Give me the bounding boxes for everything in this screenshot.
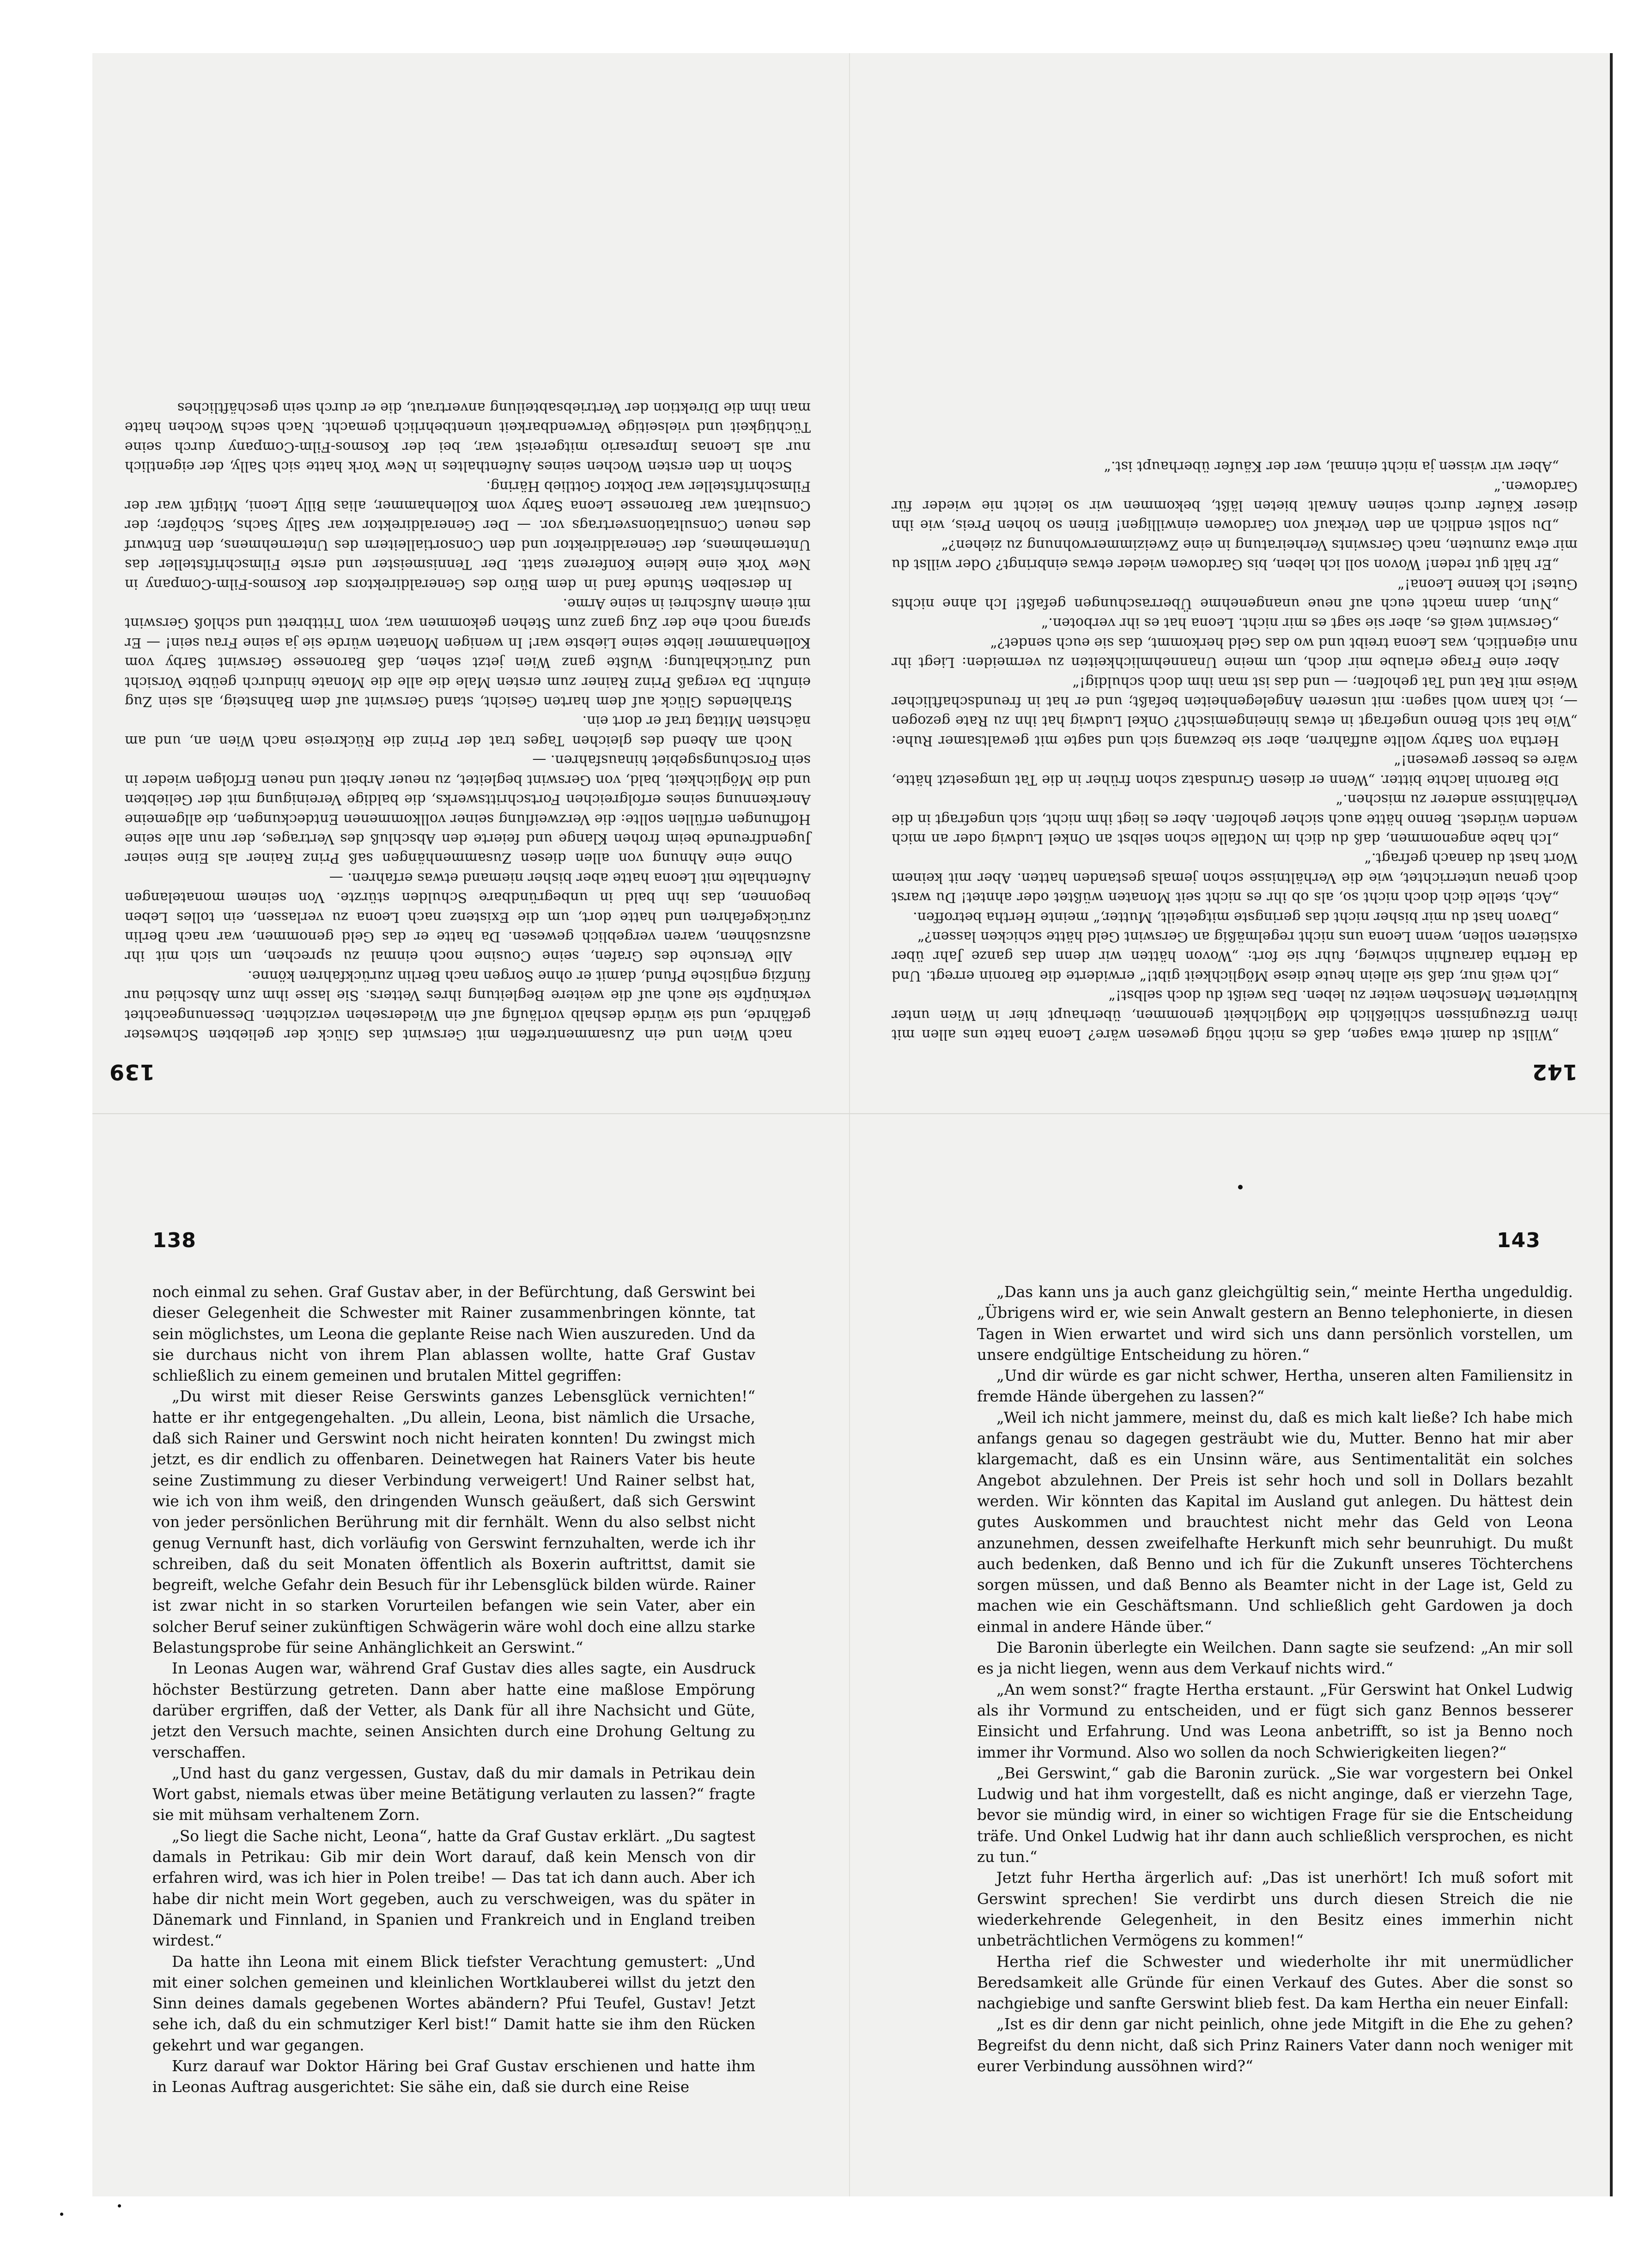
- paragraph: „Du sollst endlich an den Verkauf von Gardowen einwilligen! Einen so hohen Preis, wie ihn dieser Käufer durch seinen Anwalt bieten läßt, bekommen wir so leicht nie wieder für Gardowen.“: [892, 478, 1578, 534]
- paragraph: In Leonas Augen war, während Graf Gustav dies alles sagte, ein Ausdruck höchster Bestürzung getreten. Dann aber hatte eine maßlose Empörung darüber ergriffen, daß der Vetter, als Dank für all ihre Nachsicht und Güte, jetzt den Versuch machte, seinen Ansichten durch eine Drohung Geltung zu verschaffen.: [152, 1660, 755, 1761]
- paragraph: „Und hast du ganz vergessen, Gustav, daß du mir damals in Petrikau dein Wort gabst, niemals etwas über meine Betätigung verlauten zu lassen?“ fragte sie mit mühsam verhaltenem Zorn.: [152, 1764, 755, 1824]
- upper-right-column: [125, 398, 811, 1044]
- paragraph: nach Wien und ein Zusammentreffen mit Gerswint das Glück der geliebten Schwester gefährde, und sie würde deshalb vorläufig auf ein Wiedersehen verzichten. Dessenungeachtet verknüpfte sie auch auf die weitere Begleitung ihres Vetters. Sie lasse ihm zum Abschied nur fünfzig englische Pfund, damit er ohne Sorgen nach Berlin zurückfahren könne.: [125, 967, 811, 1043]
- corner-dot-mark: [118, 2204, 121, 2207]
- paragraph: „Davon hast du mir bisher nicht das geringste mitgeteilt, Mutter,“ meinte Hertha betroffen.: [913, 909, 1559, 925]
- paragraph: „Nun, dann macht euch auf neue unangenehme Überraschungen gefaßt! Ich ahne nichts Gutes! Ich kenne Leona!“: [892, 576, 1578, 612]
- paragraph: Da hatte ihn Leona mit einem Blick tiefster Verachtung gemustert: „Und mit einer solchen gemeinen und kleinlichen Wortklauberei willst du jetzt den Sinn deines damals gegebenen Wortes abändern? Pfui Teufel, Gustav! Jetzt sehe ich, daß du ein schmutziger Kerl bist!“ Damit hatte sie ihm den Rücken gekehrt und war gegangen.: [152, 1953, 755, 2054]
- paragraph: „Aber wir wissen ja nicht einmal, wer der Käufer überhaupt ist.“: [1104, 458, 1559, 475]
- paragraph: „Willst du damit etwa sagen, daß es nicht nötig gewesen wäre? Leona hatte uns allen mit ihren Erzeugnissen schließlich die Möglichkeit genommen, überhaupt hier in Wien unter kultivierten Menschen weiter zu leben. Das weißt du doch selbst!“: [892, 987, 1578, 1043]
- upper-right-page-number: 139: [109, 1060, 155, 1085]
- paragraph: Jetzt fuhr Hertha ärgerlich auf: „Das ist unerhört! Ich muß sofort mit Gerswint sprechen! Sie verdirbt uns durch diesen Streich die nie wiederkehrende Gelegenheit, in den Besitz eines immerhin nicht unbeträchtlichen Vermögens zu kommen!“: [977, 1869, 1573, 1950]
- right-page-number: 143: [1497, 1229, 1541, 1252]
- paragraph: „Ich weiß nur, daß sie allein heute diese Möglichkeit gibt!“ erwiderte die Baronin erregt. Und da Hertha daraufhin schwieg, fuhr sie fort: „Wovon hätten wir denn das ganze Jahr über existieren sollen, wenn Leona uns nicht regelmäßig an Gerswint Geld hätte schicken lassen?“: [892, 928, 1578, 984]
- paragraph: In derselben Stunde fand in dem Büro des Generaldirektors der Kosmos-Film-Company in New York eine kleine Konferenz statt. Der Tennismeister und erste Filmschriftsteller das Unternehmens, der Generaldirektor und den Consortialleitern des Unternehmens, den Entwurf des neuen Consultationsvertrags vor. — Der Generaldirektor war Sally Sachs, Schöpfer; der Consultant war Baronesse Leona Sarby vom Kollenhammer, alias Billy Leoni, Mitgift war der Filmschriftsteller war Doktor Gottlieb Häring.: [125, 478, 811, 592]
- paragraph: „So liegt die Sache nicht, Leona“, hatte da Graf Gustav erklärt. „Du sagtest damals in Petrikau: Gib mir dein Wort darauf, daß kein Mensch von dir erfahren wird, was ich hier in Polen treibe! — Das tat ich dann auch. Aber ich habe dir nicht mein Wort gegeben, auch zu verschweigen, was du später in Dänemark und Finnland, in Spanien und Frankreich und in England treiben wirdest.“: [152, 1827, 755, 1950]
- paragraph: Schon in den ersten Wochen seines Aufenthaltes in New York hatte sich Sally, der eigentlich nur als Leonas Impresario mitgereist war, bei der Kosmos-Film-Company durch seine Tüchtigkeit und vielseitige Verwendbarkeit unentbehrlich gemacht. Nach sechs Wochen hatte man ihm die Direktion der Vertriebsabteilung anvertraut, die er durch sein geschäftliches: [125, 400, 811, 475]
- paragraph: „Du wirst mit dieser Reise Gerswints ganzes Lebensglück vernichten!“ hatte er ihr entgegengehalten. „Du allein, Leona, bist nämlich die Ursache, daß sich Rainer und Gerswint noch nicht heiraten konnten! Du zwingst mich jetzt, es dir endlich zu offenbaren. Deinetwegen hat Rainers Vater bis heute seine Zustimmung zu dieser Verbindung verweigert! Und Rainer selbst hat, wie ich von ihm weiß, den dringenden Wunsch geäußert, daß sich Gerswint von jeder persönlichen Berührung mit dir fernhält. Wenn du also selbst nicht genug Vernunft hast, dich vorläufig von Gerswint fernzuhalten, werde ich ihr schreiben, daß du seit Monaten öffentlich als Boxerin auftrittst, damit sie begreift, welche Gefahr dein Besuch für ihr Lebensglück bilden würde. Rainer ist zwar nicht in so starken Vorurteilen befangen wie sein Vater, aber ein solcher Beruf seiner zukünftigen Schwägerin wäre wohl doch eine allzu starke Belastungsprobe für seine Anhänglichkeit an Gerswint.“: [152, 1388, 755, 1657]
- right-page-column: [977, 1282, 1573, 2077]
- paragraph: „Und dir würde es gar nicht schwer, Hertha, unseren alten Familiensitz in fremde Hände übergehen zu lassen?“: [977, 1367, 1573, 1406]
- paragraph: Kurz darauf war Doktor Häring bei Graf Gustav erschienen und hatte ihm in Leonas Auftrag ausgerichtet: Sie sähe ein, daß sie durch eine Reise: [152, 2057, 755, 2096]
- paragraph: Die Baronin überlegte ein Weilchen. Dann sagte sie seufzend: „An mir soll es ja nicht liegen, wenn aus dem Verkauf nichts wird.“: [977, 1639, 1573, 1678]
- horizontal-fold: [92, 1113, 1610, 1114]
- upper-inverted-pages: [92, 53, 1610, 1099]
- paragraph: „Er hält gut reden! Wovon soll ich leben, bis Gardowen wieder etwas einbringt? Oder willst du mir etwa zumuten, nach Gerswints Verheiratung in eine Zweizimmerwohnung zu ziehen?“: [892, 536, 1578, 573]
- print-dot-mark: [1238, 1185, 1243, 1189]
- paragraph: „Gerswint weiß es, aber sie sagt es mir nicht. Leona hat es ihr verboten.“: [1041, 615, 1559, 631]
- paragraph: „Ist es dir denn gar nicht peinlich, ohne jede Mitgift in die Ehe zu gehen? Begreifst du denn nicht, daß sich Prinz Rainers Vater dann noch weniger mit eurer Verbindung aussöhnen wird?“: [977, 2015, 1573, 2075]
- paragraph: Hertha von Sarby wollte auffahren, aber sie bezwang sich und sagte mit gewaltsamer Ruhe: „Wie hat sich Benno ungefragt in etwas hineingemischt? Onkel Ludwig hat ihn zu Rate gezogen —, ich kann wohl sagen: mit unseren Angelegenheiten befaßt; und er hat in freundschaftlicher Weise mit Rat und Tat geholfen; — und das ist man ihm doch schuldig!“: [892, 673, 1578, 749]
- left-page-column: [152, 1282, 755, 2098]
- paragraph: „Ich habe angenommen, daß du dich im Notfalle schon selbst an Onkel Ludwig oder an mich wenden würdest. Benno hätte auch sicher geholfen. Aber es liegt ihm nicht, sich ungefragt in die Verhältnisse anderer zu mischen.“: [892, 791, 1578, 847]
- upper-left-column: [892, 456, 1578, 1044]
- paragraph: Strahlendes Glück auf dem harten Gesicht, stand Gerswint auf dem Bahnsteig, als sein Zug einfuhr. Da vergaß Prinz Rainer zum ersten Male die alle die Monate hindurch geübte Vorsicht und Zurückhaltung: Wußte ganz Wien jetzt sehen, daß Baronesse Gerswint Sarby vom Kollenhammer liebte seine Liebste war! In wenigen Monaten würde sie ja seine Frau sein! — Er sprang noch ehe der Zug ganz zum Stehen gekommen war, vom Trittbrett und schloß Gerswint mit einem Aufschrei in seine Arme.: [125, 595, 811, 710]
- paragraph: „Das kann uns ja auch ganz gleichgültig sein,“ meinte Hertha ungeduldig. „Übrigens wird er, wie sein Anwalt gestern an Benno telephonierte, in diesen Tagen in Wien erwartet und wird sich uns dann persönlich vorstellen, um unsere endgültige Entscheidung zu hören.“: [977, 1283, 1573, 1364]
- upper-left-page-number: 142: [1531, 1060, 1578, 1085]
- paragraph: Aber eine Frage erlaube mir doch, um meine Unannehmlichkeiten zu vermeiden: Liegt ihr nun eigentlich, was Leona treibt und wo das Geld herkommt, das sie euch sendet?“: [892, 634, 1578, 671]
- paragraph: Ohne eine Ahnung von allen diesen Zusammenhängen saß Prinz Rainer als Eine seiner Jugendfreunde beim frohen Klange und feierte den Abschluß des Vertrages, der nun alle seine Hoffnungen erfüllen sollte: die Verzweiflung seiner vollkommenen Entdeckungen, die allgemeine Anerkennung seines erfolgreichen Fortschrittswerks, die baldige Vereinigung mit der Geliebten und die Möglichkeit, bald, von Gerswint begleitet, zu neuer Arbeit und neuen Erfolgen wieder in sein Forschungsgebiet hinausfahren. —: [125, 752, 811, 867]
- paragraph: „Ach, stelle dich doch nicht so, als ob ihr es nicht seit Monaten wüßtet oder ahntet! Du warst doch genau unterrichtet, wie die Verhältnisse schon jemals gestanden hatten. Aber mit keinem Wort hast du danach gefragt.“: [892, 850, 1578, 906]
- paragraph: Die Baronin lachte bitter. „Wenn er diesen Grundsatz schon früher in die Tat umgesetzt hätte, wäre es besser gewesen!“: [892, 752, 1578, 788]
- paragraph: noch einmal zu sehen. Graf Gustav aber, in der Befürchtung, daß Gerswint bei dieser Gelegenheit die Schwester mit Rainer zusammenbringen könnte, tat sein möglichstes, um Leona die geplante Reise nach Wien auszureden. Und da sie durchaus nicht von ihrem Plan ablassen wollte, hatte Graf Gustav schließlich zu einem gemeinen und brutalen Mittel gegriffen:: [152, 1283, 755, 1385]
- paragraph: „Weil ich nicht jammere, meinst du, daß es mich kalt ließe? Ich habe mich anfangs genau so dagegen gesträubt wie du, Mutter. Benno hat mir aber klargemacht, daß es ein Unsinn wäre, aus Sentimentalität ein solches Angebot abzulehnen. Der Preis ist sehr hoch und soll in Dollars bezahlt werden. Wir könnten das Kapital im Ausland gut anlegen. Du hättest dein gutes Auskommen und brauchtest nicht mehr das Geld von Leona anzunehmen, dessen zweifelhafte Herkunft mich sehr beunruhigt. Du mußt auch bedenken, daß Benno und ich für die Zukunft unseres Töchterchens sorgen müssen, und daß Benno als Beamter nicht in der Lage ist, Geld zu machen wie ein Geschäftsmann. Und schließlich geht Gardowen ja doch einmal in andere Hände über.“: [977, 1408, 1573, 1636]
- paragraph: „An wem sonst?“ fragte Hertha erstaunt. „Für Gerswint hat Onkel Ludwig als ihr Vormund zu entscheiden, und er fügt sich ganz Bennos besserer Einsicht und Erfahrung. Und was Leona anbetrifft, so ist ja Benno noch immer ihr Vormund. Also wo sollen da noch Schwierigkeiten liegen?“: [977, 1680, 1573, 1761]
- paragraph: „Bei Gerswint,“ gab die Baronin zurück. „Sie war vorgestern bei Onkel Ludwig und hat ihm vorgestellt, daß es nicht anginge, daß er vierzehn Tage, bevor sie mündig wird, in einer so wichtigen Frage für sie die Entscheidung träfe. Und Onkel Ludwig hat ihr dann auch schließlich versprochen, es nicht zu tun.“: [977, 1764, 1573, 1866]
- paragraph: Noch am Abend des gleichen Tages trat der Prinz die Rückreise nach Wien an, und am nächsten Mittag traf er dort ein.: [125, 713, 811, 749]
- left-page-number: 138: [152, 1229, 196, 1252]
- paragraph: Alle Versuche des Grafen, seine Cousine noch einmal zu sprechen, um sich mit ihr auszusöhnen, waren vergeblich gewesen. Da hatte er das Geld genommen, war nach Berlin zurückgefahren und hatte dort, um die Existenz nach Leona zu verlassen, ein tolles Leben begonnen, das ihn bald in unbegründbare Schulden stürzte. Von seinem monatelangen Aufenthalte mit Leona hatte aber bisher niemand etwas erfahren. —: [125, 869, 811, 964]
- corner-dot-mark: [60, 2213, 63, 2216]
- paragraph: Hertha rief die Schwester und wiederholte ihr mit unermüdlicher Beredsamkeit alle Gründe für einen Verkauf des Gutes. Aber die sonst so nachgiebige und sanfte Gerswint blieb fest. Da kam Hertha ein neuer Einfall:: [977, 1953, 1573, 2013]
